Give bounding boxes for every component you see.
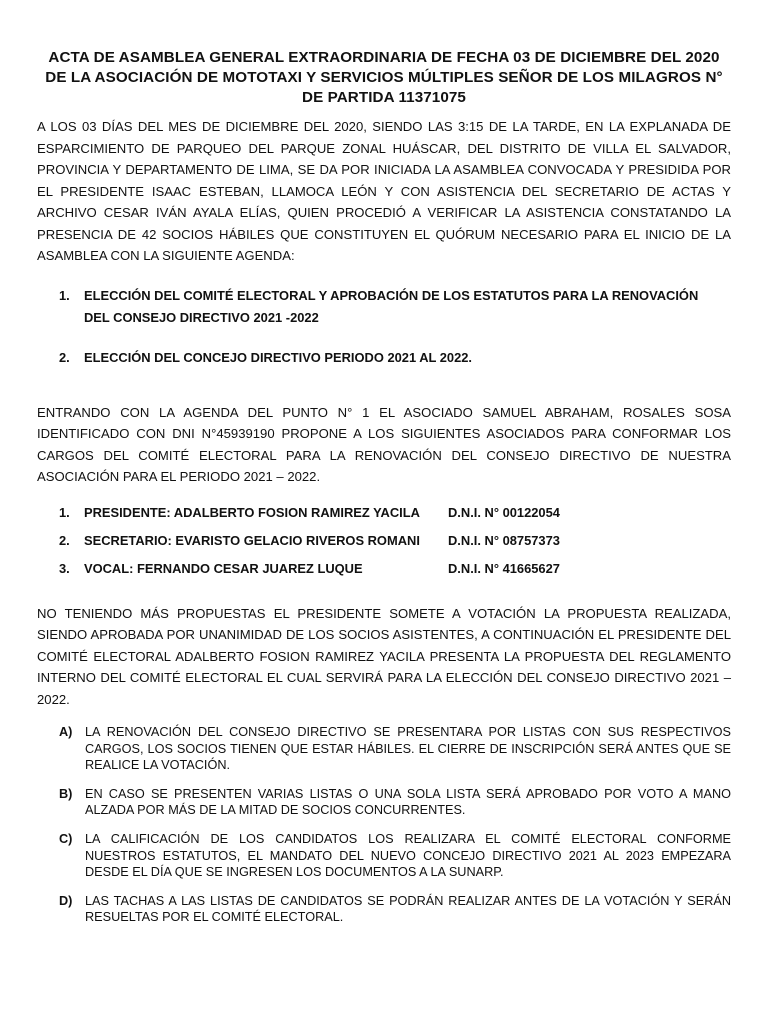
rule-letter: B) (59, 786, 73, 801)
agenda-item-number: 2. (59, 349, 70, 365)
member-role: PRESIDENTE: ADALBERTO FOSION RAMIREZ YACILA (84, 504, 420, 520)
rule-text: LA RENOVACIÓN DEL CONSEJO DIRECTIVO SE PRESENTARA POR LISTAS CON SUS RESPECTIVOS CARGOS, LOS SOCIOS TIENEN QUE ESTAR HÁBILES. EL CIERRE DE INSCRIPCIÓN SERÁ ANTES QUE SE REALICE LA VOTACIÓN. (85, 725, 731, 773)
member-dni: D.N.I. N° 41665627 (448, 560, 560, 576)
rule-letter: D) (59, 893, 73, 908)
rule-letter: C) (59, 831, 73, 846)
member-dni: D.N.I. N° 08757373 (448, 532, 560, 548)
agenda-item-text: ELECCIÓN DEL CONCEJO DIRECTIVO PERIODO 2021 AL 2022. (84, 349, 473, 365)
agenda-list (37, 285, 731, 369)
agenda-item-text: ELECCIÓN DEL COMITÉ ELECTORAL Y APROBACIÓN DE LOS ESTATUTOS PARA LA RENOVACIÓN DEL CONSEJO DIRECTIVO 2021 -2022 (84, 287, 699, 325)
election-rules-list (37, 724, 731, 926)
point-one-paragraph: ENTRANDO CON LA AGENDA DEL PUNTO N° 1 EL ASOCIADO SAMUEL ABRAHAM, ROSALES SOSA IDENTIFICADO CON DNI N°45939190 PROPONE A LOS SIGUIENTES ASOCIADOS PARA CONFORMAR LOS CARGOS DEL COMITÉ ELECTORAL PARA LA RENOVACIÓN DEL CONSEJO DIRECTIVO DE NUESTRA ASOCIACIÓN PARA EL PERIODO 2021 – 2022. (37, 404, 731, 484)
rule-text: LAS TACHAS A LAS LISTAS DE CANDIDATOS SE PODRÁN REALIZAR ANTES DE LA VOTACIÓN Y SERÁN RESUELTAS POR EL COMITÉ ELECTORAL. (85, 893, 731, 925)
rule-text: EN CASO SE PRESENTEN VARIAS LISTAS O UNA SOLA LISTA SERÁ APROBADO POR VOTO A MANO ALZADA POR MÁS DE LA MITAD DE SOCIOS CONCURRENTES. (85, 786, 731, 818)
rule-item (59, 724, 731, 774)
rule-item (59, 831, 731, 881)
rule-letter: A) (59, 725, 73, 739)
member-number: 2. (59, 532, 70, 548)
document-title (37, 48, 731, 108)
agenda-item-number: 1. (59, 287, 70, 303)
member-number: 3. (59, 560, 70, 576)
intro-paragraph: A LOS 03 DÍAS DEL MES DE DICIEMBRE DEL 2020, SIENDO LAS 3:15 DE LA TARDE, EN LA EXPLANADA DE ESPARCIMIENTO DE PARQUEO DEL PARQUE ZONAL HUÁSCAR, DEL DISTRITO DE VILLA EL SALVADOR, PROVINCIA Y DEPARTAMENTO DE LIMA, SE DA POR INICIADA LA ASAMBLEA CONVOCADA Y PRESIDIDA POR EL PRESIDENTE ISAAC ESTEBAN, LLAMOCA LEÓN Y CON ASISTENCIA DEL SECRETARIO DE ACTAS Y ARCHIVO CESAR IVÁN AYALA ELÍAS, QUIEN PROCEDIÓ A VERIFICAR LA ASISTENCIA CONSTATANDO LA PRESENCIA DE 42 SOCIOS HÁBILES QUE CONSTITUYEN EL QUÓRUM NECESARIO PARA EL INICIO DE LA ASAMBLEA CON LA SIGUIENTE AGENDA: (37, 119, 731, 263)
member-role: SECRETARIO: EVARISTO GELACIO RIVEROS ROMANI (84, 532, 420, 548)
member-number: 1. (59, 504, 70, 520)
title-line-1: ACTA DE ASAMBLEA GENERAL EXTRAORDINARIA DE FECHA 03 DE DICIEMBRE DEL 2020 (48, 49, 720, 66)
rule-item (59, 786, 731, 819)
agenda-item (59, 285, 731, 329)
member-role: VOCAL: FERNANDO CESAR JUAREZ LUQUE (84, 560, 363, 576)
title-line-2: DE LA ASOCIACIÓN DE MOTOTAXI Y SERVICIOS MÚLTIPLES SEÑOR DE LOS MILAGROS N° (45, 69, 723, 86)
rule-item (59, 893, 731, 926)
rule-text: LA CALIFICACIÓN DE LOS CANDIDATOS LOS REALIZARA EL COMITÉ ELECTORAL CONFORME NUESTROS ESTATUTOS, EL MANDATO DEL NUEVO CONCEJO DIRECTIVO 2021 AL 2023 EMPEZARA DESDE EL DÍA QUE SE INGRESEN LOS DOCUMENTOS A LA SUNARP. (85, 831, 731, 880)
committee-member (59, 505, 731, 521)
committee-member (59, 533, 731, 549)
member-dni: D.N.I. N° 00122054 (448, 504, 560, 520)
committee-member (59, 561, 731, 577)
title-line-3: DE PARTIDA 11371075 (302, 89, 466, 106)
agenda-item (59, 347, 731, 369)
committee-members-list (37, 505, 731, 577)
vote-paragraph: NO TENIENDO MÁS PROPUESTAS EL PRESIDENTE SOMETE A VOTACIÓN LA PROPUESTA REALIZADA, SIENDO APROBADA POR UNANIMIDAD DE LOS SOCIOS ASISTENTES, A CONTINUACIÓN EL PRESIDENTE DEL COMITÉ ELECTORAL ADALBERTO FOSION RAMIREZ YACILA PRESENTA LA PROPUESTA DEL REGLAMENTO INTERNO DEL COMITÉ ELECTORAL EL CUAL SERVIRÁ PARA LA ELECCIÓN DEL CONSEJO DIRECTIVO 2021 – 2022. (37, 605, 731, 707)
